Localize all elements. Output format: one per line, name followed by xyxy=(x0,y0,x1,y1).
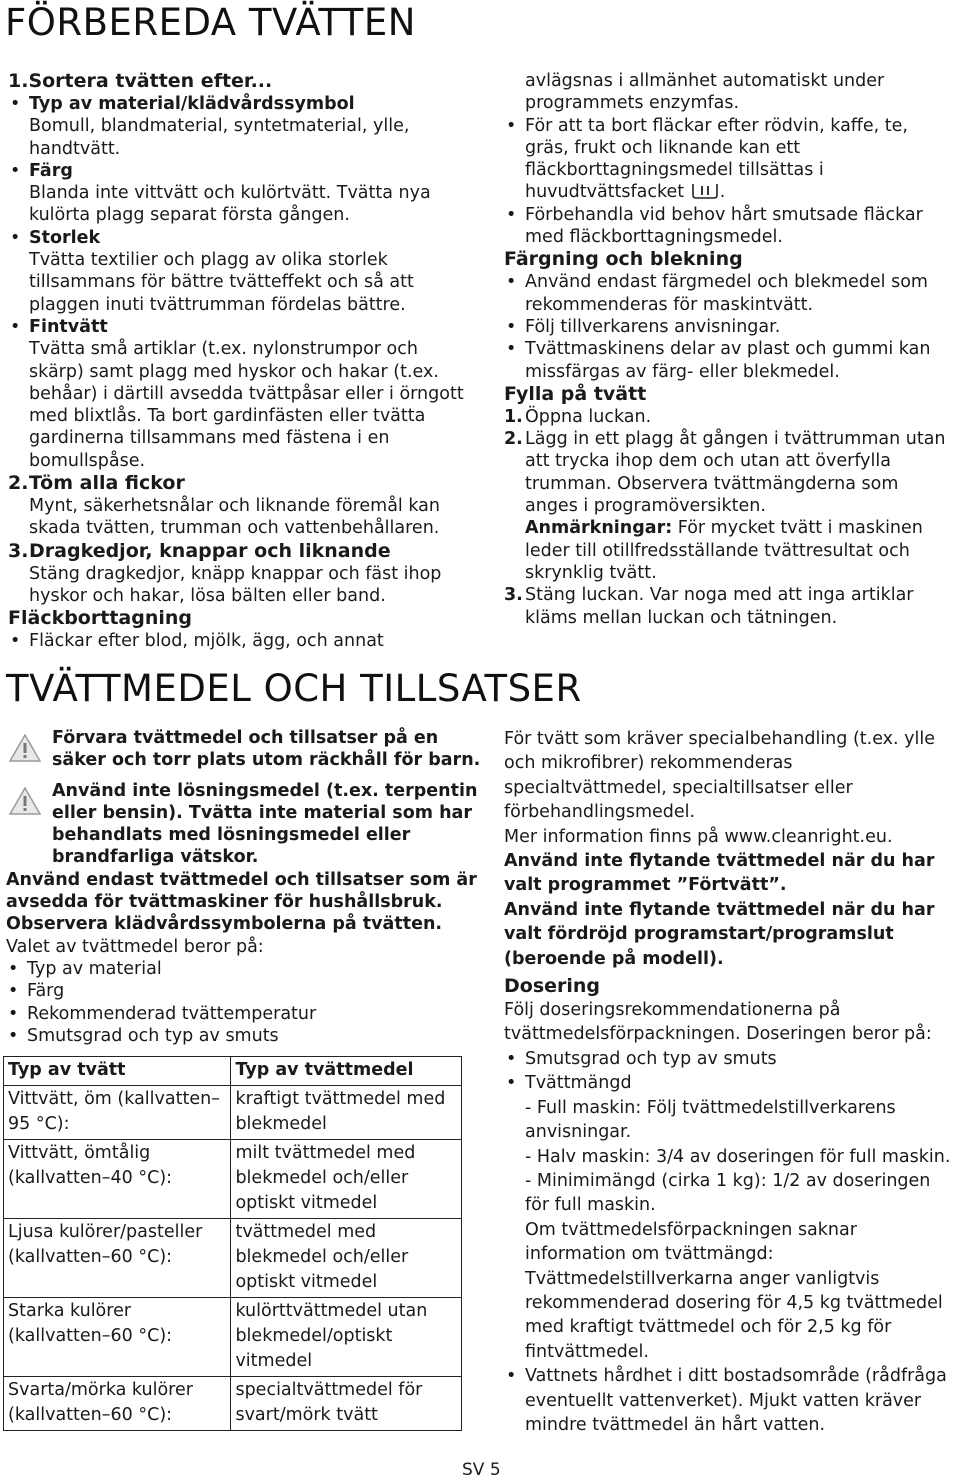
list-item: • Vattnets hårdhet i ditt bostadsområde (rådfråga eventuellt vattenverket). Mjukt vatten kräver mindre tvättmedel än hårt vatten. xyxy=(504,1364,958,1437)
step-1: 1. Öppna luckan. xyxy=(504,406,652,427)
table-row: Ljusa kulörer/pasteller (kallvatten–60 °C): tvättmedel med blekmedel och/eller optiskt vitmedel xyxy=(4,1219,462,1298)
more-info: Mer information finns på www.cleanright.eu. xyxy=(504,826,893,847)
color-title: Färg xyxy=(29,160,73,181)
load-heading: Fylla på tvätt xyxy=(504,382,647,405)
size-title: Storlek xyxy=(29,227,101,248)
list-item: • Använd endast färgmedel och blekmedel som rekommenderas för maskintvätt. xyxy=(504,271,956,316)
bleach-heading: Färgning och blekning xyxy=(504,248,743,271)
stain-continued xyxy=(504,70,956,629)
detergent-note: Använd endast tvättmedel och tillsatser som är avsedda för tvättmaskiner för hushållsbruk. Observera klädvårdssymbolerna på tvätten. xyxy=(6,869,477,935)
list-item: • Rekommenderad tvättemperatur xyxy=(6,1003,492,1025)
sort-heading: 1.Sortera tvätten efter... xyxy=(8,70,273,92)
zippers-heading: 3. Dragkedjor, knappar och liknande xyxy=(8,539,391,562)
list-item xyxy=(8,160,468,227)
list-item: • Tvättmängd - Full maskin: Följ tvättmedelstillverkarens anvisningar. - Halv maskin: 3/4 av doseringen för full maskin. - Minimimängd (cirka 1 kg): 1/2 av doseringen för full maskin. Om tvättmedelsförpackningen saknar information om tvättmängd: Tvättmedelstillverkarna anger vanligtvis rekommenderad dosering för 4,5 kg tvättmedel med kraftigt tvättmedel och för 2,5 kg för fintvättmedel. xyxy=(504,1071,958,1364)
prewash-warning: Använd inte flytande tvättmedel när du har valt programmet ”Förtvätt”. xyxy=(504,851,935,896)
size-text: Tvätta textilier och plagg av olika storlek tillsammans för bättre tvätteffekt och så att plaggen inuti tvättrumman fördelas bättre. xyxy=(29,250,414,315)
stain-heading: Fläckborttagning xyxy=(8,607,192,630)
list-item: • Smutsgrad och typ av smuts xyxy=(6,1025,492,1047)
material-text: Bomull, blandmaterial, syntetmaterial, ylle, handtvätt. xyxy=(29,116,410,159)
note-label: Anmärkningar: xyxy=(525,518,673,539)
page-title: FÖRBEREDA TVÄTTEN xyxy=(5,1,416,44)
step-3: 3. Stäng luckan. Var noga med att inga artiklar kläms mellan luckan och tätningen. xyxy=(504,585,914,628)
delicate-text: Tvätta små artiklar (t.ex. nylonstrumpor och skärp) samt plagg med hyskor och hakar (t.ex. behåar) i därtill avsedda tvättpåsar eller i örngott med blixtlås. Ta bort gardinfästen eller tvätta gardinerna tillsammans med fästena i en bomullspåse. xyxy=(29,339,464,471)
list-item: • Följ tillverkarens anvisningar. xyxy=(504,316,956,338)
list-item: • Tvättmaskinens delar av plast och gummi kan missfärgas av färg- eller blekmedel. xyxy=(504,338,956,383)
list-item: • Smutsgrad och typ av smuts xyxy=(504,1047,958,1071)
table-row: Vittvätt, öm (kallvatten–95 °C): kraftigt tvättmedel med blekmedel xyxy=(4,1086,462,1140)
pockets-heading: 2. Töm alla fickor xyxy=(8,472,185,495)
table-row: Starka kulörer (kallvatten–60 °C): kulörttvättmedel utan blekmedel/optiskt vitmedel xyxy=(4,1298,462,1377)
step-2: 2. Lägg in ett plagg åt gången i tvättrumman utan att trycka ihop dem och utan att överfylla trumman. Observera tvättmängderna som anges i programöversikten. Anmärkningar: För mycket tvätt i maskinen leder till otillfredsställande tvättresultat och skrynklig tvätt. xyxy=(504,429,946,583)
color-text: Blanda inte vittvätt och kulörtvätt. Tvätta nya kulörta plagg separat första gången. xyxy=(29,183,431,226)
detergent-compartment-icon xyxy=(690,182,720,200)
special-text: För tvätt som kräver specialbehandling (t.ex. ylle och mikrofibrer) rekommenderas specialtvättmedel, specialtillsatser eller förbehandlingsmedel. xyxy=(504,729,935,823)
list-item xyxy=(8,93,468,160)
warning-icon xyxy=(8,786,42,816)
detergent-right xyxy=(504,727,958,1437)
dosing-heading: Dosering xyxy=(504,975,601,998)
warning-solvents: Använd inte lösningsmedel (t.ex. terpentin eller bensin). Tvätta inte material som har behandlats med lösningsmedel eller brandfarliga vätskor. xyxy=(6,780,492,869)
warning-storage: Förvara tvättmedel och tillsatser på en säker och torr plats utom räckhåll för barn. xyxy=(6,727,492,772)
detergent-table xyxy=(3,1056,462,1431)
zippers-text: Stäng dragkedjor, knäpp knappar och fäst ihop hyskor och hakar, lösa bälten eller band. xyxy=(29,563,442,606)
list-item: • För att ta bort fläckar efter rödvin, kaffe, te, gräs, frukt och liknande kan ett fläckborttagningsmedel tillsättas i huvudtvättsfacket . xyxy=(504,115,956,204)
list-item xyxy=(8,227,468,316)
warning-icon xyxy=(8,733,42,763)
pockets-text: Mynt, säkerhetsnålar och liknande föremål kan skada tvätten, trumman och vattenbehållaren. xyxy=(29,496,441,539)
dosing-text: Följ doseringsrekommendationerna på tvättmedelsförpackningen. Doseringen beror på: xyxy=(504,1000,932,1045)
sort-section xyxy=(8,70,468,653)
table-row: Svarta/mörka kulörer (kallvatten–60 °C): specialtvättmedel för svart/mörk tvätt xyxy=(4,1377,462,1431)
choice-intro: Valet av tvättmedel beror på: xyxy=(6,936,264,957)
list-item: • Färg xyxy=(6,980,492,1002)
section-title: TVÄTTMEDEL OCH TILLSATSER xyxy=(6,667,582,710)
delicate-title: Fintvätt xyxy=(29,316,108,337)
list-item: • Fläckar efter blod, mjölk, ägg, och annat xyxy=(8,630,468,652)
list-item: • Förbehandla vid behov hårt smutsade fläckar med fläckborttagningsmedel. xyxy=(504,204,956,249)
header-laundry-type: Typ av tvätt xyxy=(4,1057,231,1086)
table-row: Vittvätt, ömtålig (kallvatten–40 °C): milt tvättmedel med blekmedel och/eller optiskt vitmedel xyxy=(4,1140,462,1219)
page-number: SV 5 xyxy=(462,1460,501,1480)
header-detergent-type: Typ av tvättmedel xyxy=(231,1057,462,1086)
detergent-left xyxy=(6,727,492,1047)
table-header xyxy=(4,1057,462,1086)
stain-cont-text: avlägsnas i allmänhet automatiskt under programmets enzymfas. xyxy=(525,71,885,114)
list-item: • Typ av material xyxy=(6,958,492,980)
delay-warning: Använd inte flytande tvättmedel när du har valt fördröjd programstart/programslut (beroende på modell). xyxy=(504,899,935,969)
material-title: Typ av material/klädvårdssymbol xyxy=(29,94,355,114)
list-item xyxy=(8,316,468,472)
